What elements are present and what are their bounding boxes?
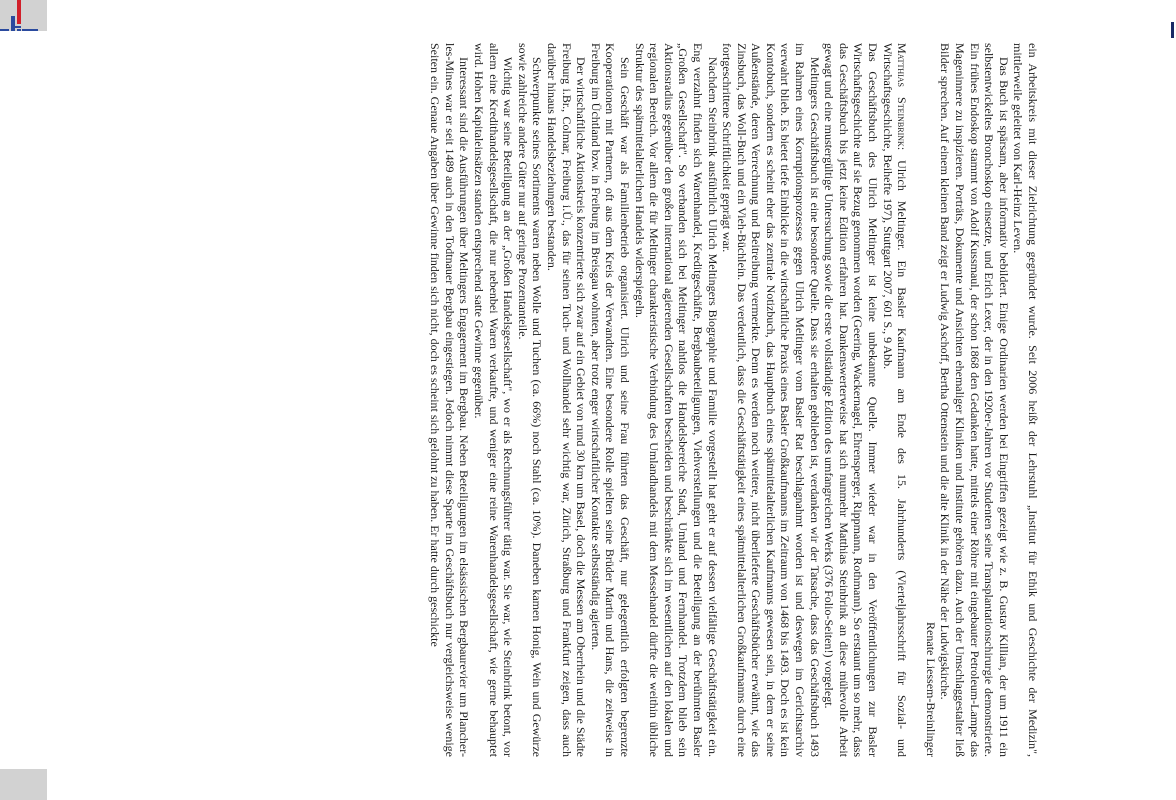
viewer-right-edge [1168,0,1176,800]
paragraph: Der wirtschaftliche Aktionskreis konzentrierte sich zwar auf ein Gebiet von rund 30 km um Basel, doch die Messen am Oberrhein und die Städte Freiburg i.Br., Colmar, Freiburg i.Ü., das für seinen Tuch- und Wollhandel sehr wichtig war, Zürich, Straßburg und Frankfurt zeigen, dass auch darüber hinaus Handelsbeziehungen bestanden. [545,43,589,757]
edge-marker [1171,22,1174,38]
review-heading [880,43,909,757]
paragraph: Sein Geschäft war als Familienbetrieb organisiert. Ulrich und seine Frau führten das Geschäft, nur gelegentlich erfolgten begrenzte Kooperationen mit Partnern, oft aus dem Kreis der Verwandten. Eine besondere Rolle spielten seine Brüder Martin und Hans, die zeitweise in Freiburg im Üchtland bzw. in Freiburg im Breisgau wohnten, aber trotz enger wirtschaftlicher Kontakte selbstständig agierten. [588,43,632,757]
page-text [0,43,1040,757]
paragraph: Schwerpunkte seines Sortiments waren neben Wolle und Tuchen (ca. 66%) noch Stahl (ca. 10%). Daneben kamen Honig, Wein und Gewürze sowie zahlreiche andere Güter nur auf geringe Prozentanteile. [515,43,545,757]
paragraph: ein Arbeitskreis mit dieser Zielrichtung gegründet wurde. Seit 2006 heißt der Lehrstuhl „Institut für Ethik und Geschichte der Medizin", mittlerweile geleitet von Karl-Heinz Leven. [1011,43,1040,757]
paragraph: Das Buch ist spärsam, aber informativ bebildert. Einige Ordinarien werden bei Eingriffen gezeigt wie z. B. Gustav Killian, der um 1911 ein selbstentwickeltes Bronchoskop einsetzte, und Erich Lexer, der in den 1920er-Jahren vor Studenten seine Transplantationschirurgie demonstrierte. Ein frühes Endoskop stammt von Adolf Kussmaul, der schon 1868 den Gedanken hatte, mittels einer Röhre mit eingebauter Petroleum-Lampe das Mageninnere zu inspizieren. Porträts, Dokumente und Ansichten ehemaliger Kliniken und Institute gehören dazu. Auch der Umschlaggestalter ließ Bilder sprechen. Auf einem kleinen Band zeigt er Ludwig Aschoff, Bertha Ottenstein und die alte Klinik in der Nähe der Ludwigskirche. [938,43,1011,757]
paragraph: Meltingers Geschäftsbuch ist eine besondere Quelle. Dass sie erhalten geblieben ist, verdanken wir der Tatsache, dass das Geschäftsbuch 1493 im Rahmen eines Korruptionsprozesses gegen Ulrich Meltinger vom Basler Rat beschlagnahmt worden ist und deswegen im Gerichtsarchiv verwahrt blieb. Es bietet tiefe Einblicke in die wirtschaftliche Praxis eines Basler Großkaufmanns im Zeitraum von 1468 bis 1493. Doch es ist kein Kontobuch, sondern es scheint eher das zentrale Notizbuch, das Hauptbuch eines spätmittelalterlichen Kaufmanns gewesen sein, in dem er seine Außenstände, deren Verrechnung und Beitreibung vermerkte. Denn es werden noch weitere, nicht überlieferte Geschäftsbücher erwähnt, wie das Zinsbuch, das Woll-Buch und ein Vieh-Büchlein. Das verdeutlich, dass die Geschäftstätigkeit eines spätmittelalterlichen Großkaufmanns durch eine fortgeschrittene Schriftlichkeit geprägt war. [720,43,822,757]
review-title: : Ulrich Meltinger. Ein Basler Kaufmann am Ende des 15. Jahrhunderts (Vierteljahrsschrift für Sozial- und Wirtschaftsgeschichte, Beihefte 197), Stuttgart 2007, 601 S., 9 Abb. [880,43,910,757]
review-signature: Renate Liessem-Breinlinger [923,622,938,757]
scanned-page [0,31,1050,769]
paragraph: Das Geschäftsbuch des Ulrich Meltinger ist keine unbekannte Quelle. Immer wieder war in den Veröffentlichungen zur Basler Wirtschaftsgeschichte auf sie Bezug genommen worden (Geering, Wackernagel, Ehrensperger, Rippmann, Rothmann). So erstaunt um so mehr, dass das Geschäftsbuch bis jetzt keine Edition erfahren hat. Dankenswerterweise hat sich nunmehr Matthias Steinbrink an diese mühevolle Arbeit gewagt und eine mustergültige Untersuchung sowie die erste vollständige Edition des umfangreichen Werks (376 Folio-Seiten!) vorgelegt. [822,43,881,757]
paragraph: Nachdem Steinbrink ausführlich Ulrich Meltingers Biographie und Familie vorgestellt hat geht er auf dessen vielfältige Geschäftstätigkeit ein. Eng verzahnt finden sich Warenhandel, Kreditgeschäfte, Bergbaubeteiligungen, Viehverstellungen und die Beteiligung an der berühmten Basler „Großen Gesellschaft". So verbanden sich bei Meltinger nahtlos die Handelsbereiche Stadt, Umland und Fernhandel. Trotzdem blieb sein Aktionsradius gegenüber den großen international agierenden Gesellschaften bescheiden und beschränkte sich im wesentlichen auf den lokalen und regionalen Bereich. Vor allem die für Meltinger charakteristische Verbindung des Umlandhandels mit dem Messehandel dürfte die weithin übliche Struktur des spätmittelalterlichen Handels widerspiegeln. [632,43,720,757]
paragraph: Interessant sind die Ausführungen über Meltingers Engagement im Bergbau. Neben Beteiligungen im elsässischen Bergbaurevier um Plancher-les-Mines war er seit 1489 auch in den Todtnauer Bergbau eingestiegen. Jedoch nimmt diese Sparte im Geschäftsbuch nur vergleichsweise wenige Seiten ein. Genaue Angaben über Gewinne finden sich nicht, doch es scheint sich gelohnt zu haben. Er hatte durch geschickte [428,43,472,757]
review-author: Matthias Steinbrink [895,43,910,147]
paragraph: Wichtig war seine Beteiligung an der „Großen Handelsgesellschaft", wo er als Rechnungsführer tätig war. Sie war, wie Steinbrink betont, vor allem eine Kredithandelsgesellschaft, die nur nebenbei Waren verkaufte, und weniger eine reine Warenhandelsgesellschaft, wie gerne behauptet wird. Hohen Kapitaleinsätzen standen entsprechend satte Gewinne gegenüber. [472,43,516,757]
